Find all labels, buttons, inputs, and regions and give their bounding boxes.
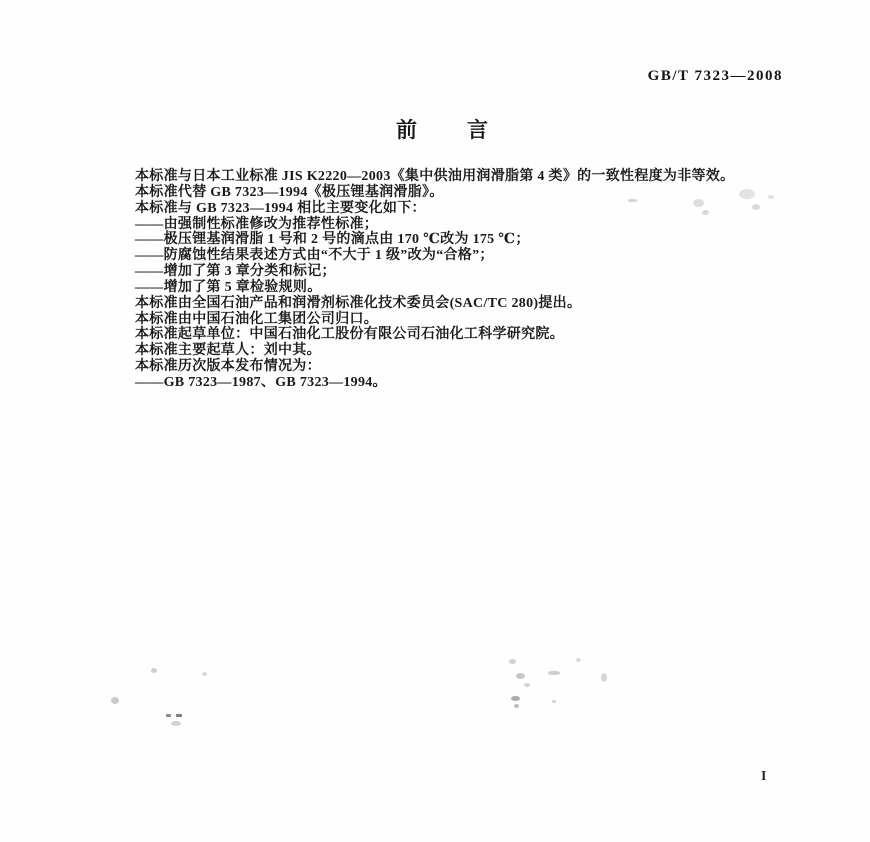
scan-noise-speck — [576, 658, 581, 662]
foreword-line: 本标准主要起草人：刘中其。 — [135, 343, 321, 359]
scan-noise-speck — [524, 683, 530, 687]
foreword-line: ——极压锂基润滑脂 1 号和 2 号的滴点由 170 ℃改为 175 ℃； — [135, 232, 530, 248]
scan-noise-speck — [601, 673, 607, 682]
foreword-line: 本标准起草单位：中国石油化工股份有限公司石油化工科学研究院。 — [135, 327, 564, 343]
title-char-2: 言 — [467, 118, 488, 142]
scan-noise-speck — [548, 671, 560, 675]
page-title — [14, 119, 870, 142]
scan-noise-speck — [514, 704, 519, 708]
foreword-line: ——防腐蚀性结果表述方式由“不大于 1 级”改为“合格”； — [135, 248, 494, 264]
scan-noise-speck — [509, 659, 516, 664]
scan-noise-speck — [166, 714, 171, 717]
foreword-line: 本标准与 GB 7323—1994 相比主要变化如下： — [135, 200, 426, 216]
scan-noise-speck — [511, 696, 520, 701]
scan-noise-speck — [752, 204, 760, 210]
scan-noise-speck — [516, 673, 525, 679]
foreword-line: 本标准由中国石油化工集团公司归口。 — [135, 311, 379, 327]
title-char-1: 前 — [396, 118, 417, 142]
scan-noise-speck — [151, 668, 157, 673]
foreword-line: 本标准代替 GB 7323—1994《极压锂基润滑脂》。 — [135, 184, 444, 200]
foreword-line: 本标准与日本工业标准 JIS K2220—2003《集中供油用润滑脂第 4 类》的一致性程度为非等效。 — [135, 169, 735, 184]
foreword-line: ——由强制性标准修改为推荐性标准； — [135, 216, 379, 232]
foreword-line: 本标准由全国石油产品和润滑剂标准化技术委员会(SAC/TC 280)提出。 — [135, 295, 582, 311]
page-number: I — [761, 769, 767, 784]
foreword-line: ——GB 7323—1987、GB 7323—1994。 — [135, 374, 387, 390]
standard-number: GB/T 7323—2008 — [647, 68, 783, 84]
scan-noise-speck — [552, 700, 556, 703]
scan-noise-speck — [111, 697, 119, 704]
scan-noise-speck — [768, 195, 774, 199]
scan-noise-speck — [176, 714, 182, 717]
foreword-line: ——增加了第 5 章检验规则。 — [135, 279, 322, 295]
scan-noise-speck — [693, 199, 704, 207]
scan-noise-speck — [739, 189, 755, 199]
foreword-line: ——增加了第 3 章分类和标记； — [135, 264, 336, 280]
scan-noise-speck — [202, 672, 207, 676]
foreword-line: 本标准历次版本发布情况为： — [135, 359, 321, 375]
scan-noise-speck — [628, 199, 637, 202]
scan-noise-speck — [702, 210, 709, 215]
scan-noise-speck — [171, 721, 181, 726]
